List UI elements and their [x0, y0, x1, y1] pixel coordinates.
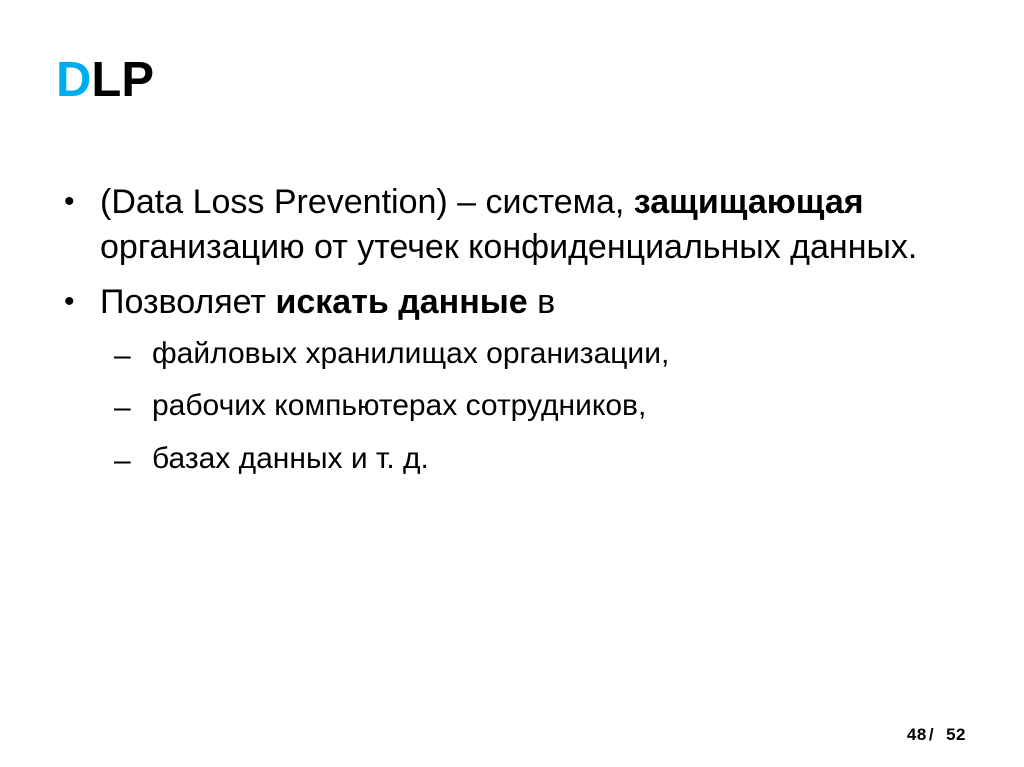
page-number-total: 52: [946, 725, 966, 744]
bullet-marker-icon: •: [64, 185, 75, 218]
text-run: (Data Loss Prevention) – система,: [100, 183, 634, 221]
sub-list-item: [100, 334, 952, 375]
sub-list-item: [100, 386, 952, 427]
sub-list-item-label: базах данных и т. д.: [152, 442, 429, 476]
dash-marker-icon: –: [114, 391, 131, 425]
page-title-rest: LP: [91, 53, 155, 107]
text-run: в: [527, 283, 556, 322]
page-number: [907, 725, 966, 745]
list-item-text: [100, 283, 555, 321]
page-title: [56, 54, 154, 108]
sub-list-item-label: рабочих компьютерах сотрудников,: [152, 389, 647, 423]
list-item-text: [100, 183, 917, 266]
text-run-bold: защищающая: [633, 183, 864, 221]
dash-marker-icon: –: [114, 338, 131, 372]
bullet-marker-icon: •: [64, 285, 75, 319]
bullet-list: [52, 180, 952, 492]
page-number-current: 48: [906, 725, 927, 744]
list-item: [52, 180, 952, 270]
page-number-separator: /: [928, 725, 935, 744]
text-run-bold: искать данные: [275, 283, 528, 322]
sub-list-item-label: файловых хранилищах организации,: [152, 336, 670, 370]
sub-bullet-list: [100, 334, 952, 480]
page-title-accent: D: [56, 53, 92, 107]
list-item: [52, 280, 952, 480]
text-run: Позволяет: [100, 283, 276, 322]
text-run: организацию от утечек конфиденциальных данных.: [100, 228, 918, 267]
dash-marker-icon: –: [114, 444, 131, 478]
sub-list-item: [100, 439, 952, 480]
